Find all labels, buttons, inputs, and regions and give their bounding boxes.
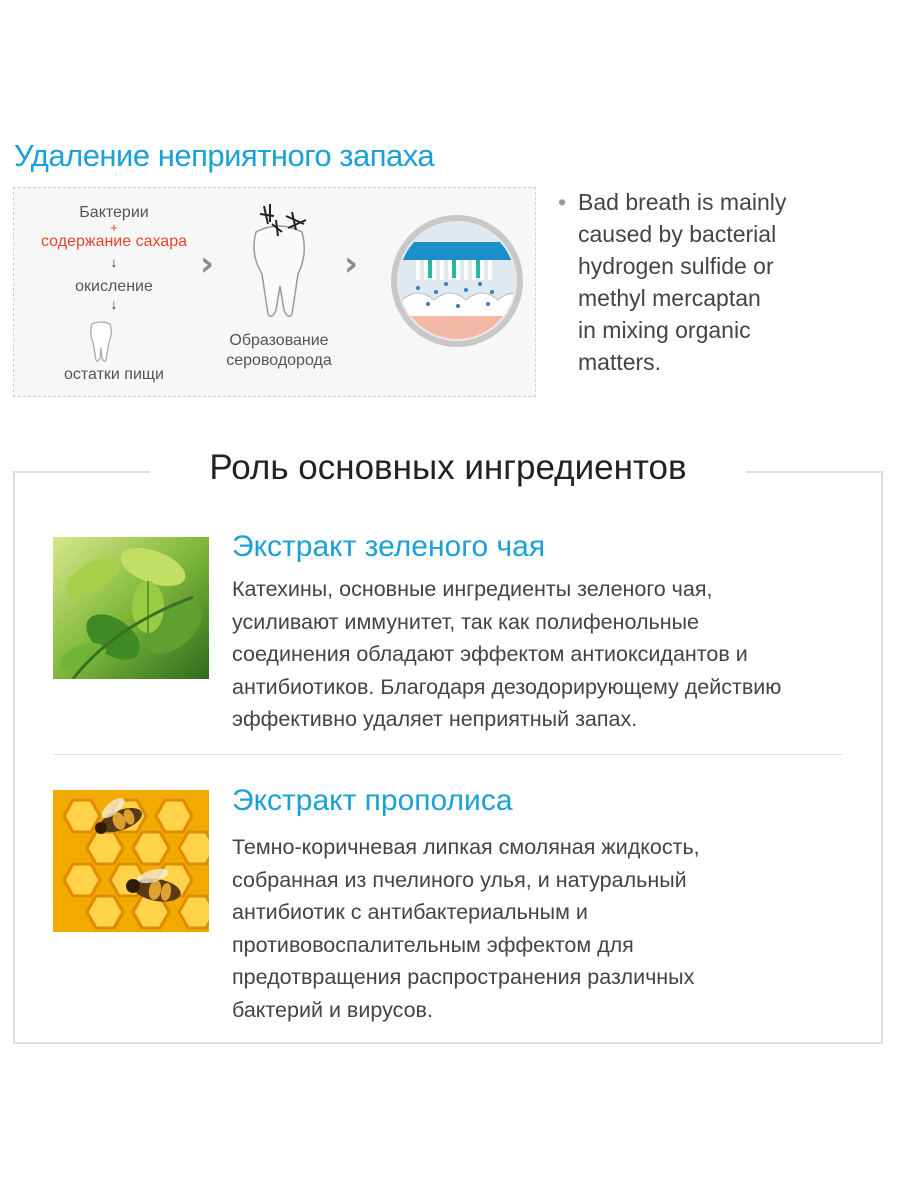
frame-top-line: [745, 471, 883, 473]
bad-breath-note: [560, 186, 890, 378]
diagram-bacteria: Бактерии: [79, 204, 149, 221]
green-tea-leaves-image: [53, 537, 209, 679]
frame-top-line: [13, 471, 151, 473]
desc-line: антибиотиков. Благодаря дезодорирующему действию: [232, 674, 782, 699]
note-line: hydrogen sulfide or: [578, 253, 774, 279]
diagram-h2s-line1: Образование: [229, 332, 329, 349]
diagram-sugar: содержание сахара: [41, 233, 187, 250]
diagram-h2s-line2: сероводорода: [226, 352, 332, 369]
note-line: in mixing organic: [578, 317, 751, 343]
odor-diagram: [13, 187, 536, 397]
desc-line: собранная из пчелиного улья, и натуральный: [232, 867, 687, 892]
note-line: caused by bacterial: [578, 221, 777, 247]
ingredient-divider: [53, 754, 843, 755]
bullet-icon: •: [558, 189, 567, 215]
desc-line: соединения обладают эффектом антиоксидантов и: [232, 642, 748, 666]
desc-line: Темно-коричневая липкая смоляная жидкость,: [232, 835, 700, 859]
note-line: Bad breath is mainly: [578, 189, 787, 215]
note-line: matters.: [578, 349, 662, 375]
honeycomb-bees-image: [53, 790, 209, 932]
desc-line: бактерий и вирусов.: [232, 997, 433, 1022]
section-title-ingredients: Роль основных ингредиентов: [150, 448, 746, 488]
desc-line: предотвращения распространения различных: [232, 965, 695, 989]
note-line: methyl mercaptan: [578, 285, 761, 311]
diagram-arrow-1: ↓: [110, 254, 118, 270]
chevron-right-icon: ›: [344, 244, 359, 284]
desc-line: эффективно удаляет неприятный запах.: [232, 707, 638, 731]
toothbrush-gum-icon: [388, 212, 526, 350]
small-tooth-icon: [88, 320, 114, 364]
desc-line: Катехины, основные ингредиенты зеленого чая,: [232, 577, 713, 601]
tooth-bacteria-icon: [246, 202, 312, 322]
diagram-plus: +: [110, 220, 118, 235]
section-title-odor: Удаление неприятного запаха: [14, 138, 435, 173]
desc-line: противовоспалительным эффектом для: [232, 932, 634, 957]
chevron-right-icon: ›: [200, 244, 215, 284]
desc-line: усиливают иммунитет, так как полифенольные: [232, 609, 700, 634]
diagram-oxidation: окисление: [75, 278, 153, 295]
diagram-arrow-2: ↓: [110, 296, 118, 312]
desc-line: антибиотик с антибактериальным и: [232, 900, 588, 924]
diagram-food: остатки пищи: [63, 366, 164, 383]
ingredient-description: [232, 831, 882, 1026]
ingredient-description: [232, 573, 882, 736]
ingredient-name: Экстракт прополиса: [232, 784, 513, 817]
ingredient-name: Экстракт зеленого чая: [232, 530, 546, 563]
